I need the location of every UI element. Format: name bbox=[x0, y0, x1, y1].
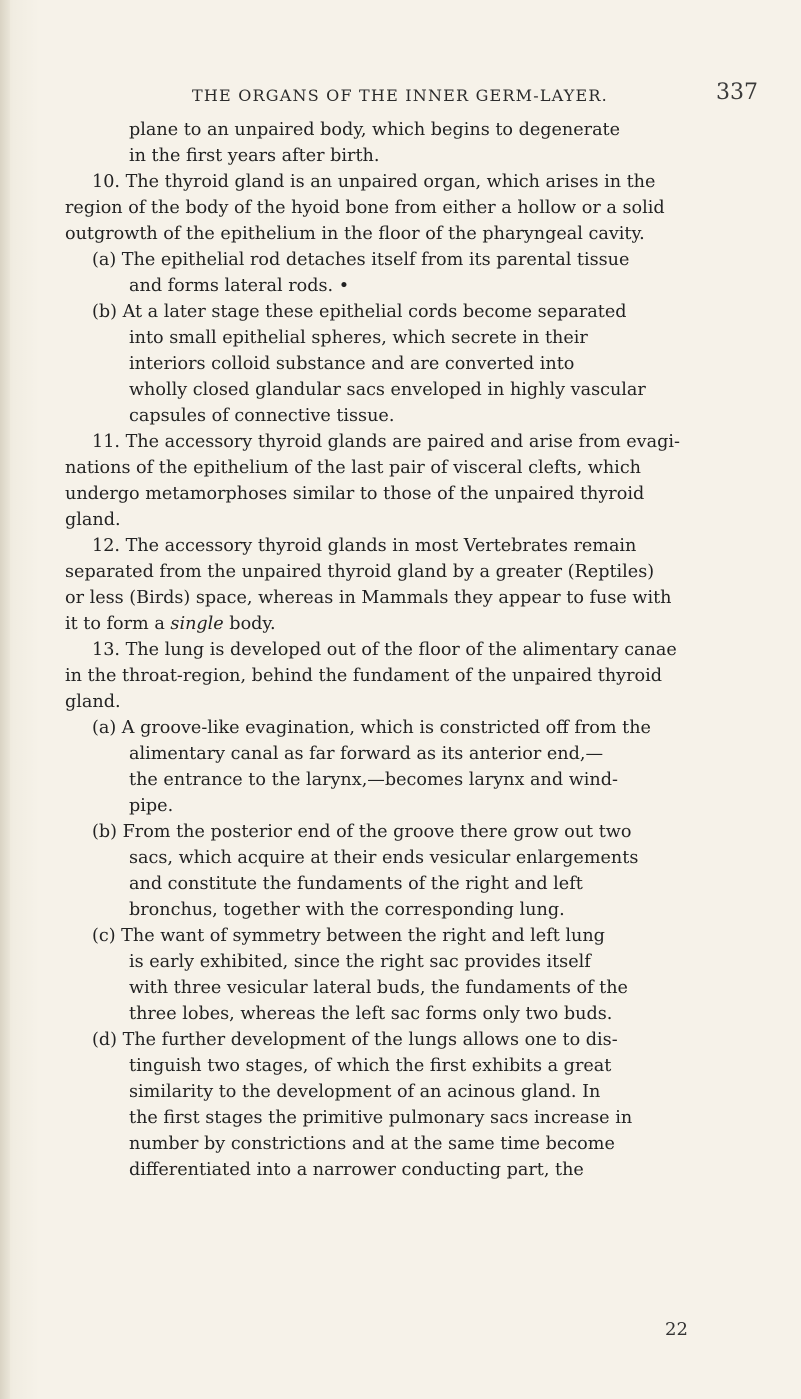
running-head: THE ORGANS OF THE INNER GERM-LAYER. bbox=[192, 86, 608, 105]
text-line: differentiated into a narrower conducting part, the bbox=[129, 1160, 584, 1180]
text-line-emphasis bbox=[65, 612, 276, 638]
emphasized-word: single bbox=[170, 614, 224, 634]
text-line: (b) At a later stage these epithelial cords become separated bbox=[92, 302, 627, 322]
text-line: capsules of connective tissue. bbox=[129, 406, 395, 426]
text-line: alimentary canal as far forward as its anterior end,— bbox=[129, 744, 604, 764]
text-line: (c) The want of symmetry between the right and left lung bbox=[92, 926, 605, 946]
text-line: pipe. bbox=[129, 796, 174, 816]
text-line: into small epithelial spheres, which secrete in their bbox=[129, 328, 588, 348]
text-line: plane to an unpaired body, which begins to degenerate bbox=[129, 120, 621, 140]
text-line: similarity to the development of an acinous gland. In bbox=[129, 1082, 601, 1102]
text-line: (a) The epithelial rod detaches itself from its parental tissue bbox=[92, 250, 630, 270]
text-line: wholly closed glandular sacs enveloped in highly vascular bbox=[129, 380, 646, 400]
text-line: and constitute the fundaments of the right and left bbox=[129, 874, 583, 894]
page-gutter-shadow bbox=[0, 0, 10, 1399]
text-line: three lobes, whereas the left sac forms only two buds. bbox=[129, 1004, 613, 1024]
text-line: 13. The lung is developed out of the floor of the alimentary canae bbox=[92, 640, 677, 660]
text-line: is early exhibited, since the right sac provides itself bbox=[129, 952, 591, 972]
signature-mark: 22 bbox=[665, 1319, 688, 1340]
text-line: with three vesicular lateral buds, the fundaments of the bbox=[129, 978, 628, 998]
text-line: nations of the epithelium of the last pair of visceral clefts, which bbox=[65, 458, 641, 478]
text-line: sacs, which acquire at their ends vesicular enlargements bbox=[129, 848, 639, 868]
text-line: 11. The accessory thyroid glands are paired and arise from evagi- bbox=[92, 432, 680, 452]
text-line: region of the body of the hyoid bone from either a hollow or a solid bbox=[65, 198, 665, 218]
text-line: outgrowth of the epithelium in the floor of the pharyngeal cavity. bbox=[65, 224, 645, 244]
emphasis-line-text: it to form a single body. bbox=[65, 614, 276, 634]
text-line: bronchus, together with the corresponding lung. bbox=[129, 900, 565, 920]
text-line: the first stages the primitive pulmonary sacs increase in bbox=[129, 1108, 633, 1128]
text-line: 10. The thyroid gland is an unpaired organ, which arises in the bbox=[92, 172, 656, 192]
text-line: gland. bbox=[65, 692, 121, 712]
text-line: gland. bbox=[65, 510, 121, 530]
text-line: the entrance to the larynx,—becomes larynx and wind- bbox=[129, 770, 618, 790]
text-line: tinguish two stages, of which the first exhibits a great bbox=[129, 1056, 612, 1076]
text-line: undergo metamorphoses similar to those of the unpaired thyroid bbox=[65, 484, 645, 504]
text-line: (b) From the posterior end of the groove there grow out two bbox=[92, 822, 632, 842]
text-line: and forms lateral rods. • bbox=[129, 276, 350, 296]
text-line: number by constrictions and at the same time become bbox=[129, 1134, 615, 1154]
page-header bbox=[0, 80, 801, 110]
text-line: in the throat-region, behind the fundament of the unpaired thyroid bbox=[65, 666, 662, 686]
text-line: (d) The further development of the lungs allows one to dis- bbox=[92, 1030, 618, 1050]
text-line: separated from the unpaired thyroid gland by a greater (Reptiles) bbox=[65, 562, 655, 582]
text-line: (a) A groove-like evagination, which is constricted off from the bbox=[92, 718, 651, 738]
text-line: in the first years after birth. bbox=[129, 146, 380, 166]
text-line: or less (Birds) space, whereas in Mammals they appear to fuse with bbox=[65, 588, 672, 608]
text-line: interiors colloid substance and are converted into bbox=[129, 354, 575, 374]
text-line: 12. The accessory thyroid glands in most Vertebrates remain bbox=[92, 536, 637, 556]
page-number: 337 bbox=[716, 80, 758, 105]
